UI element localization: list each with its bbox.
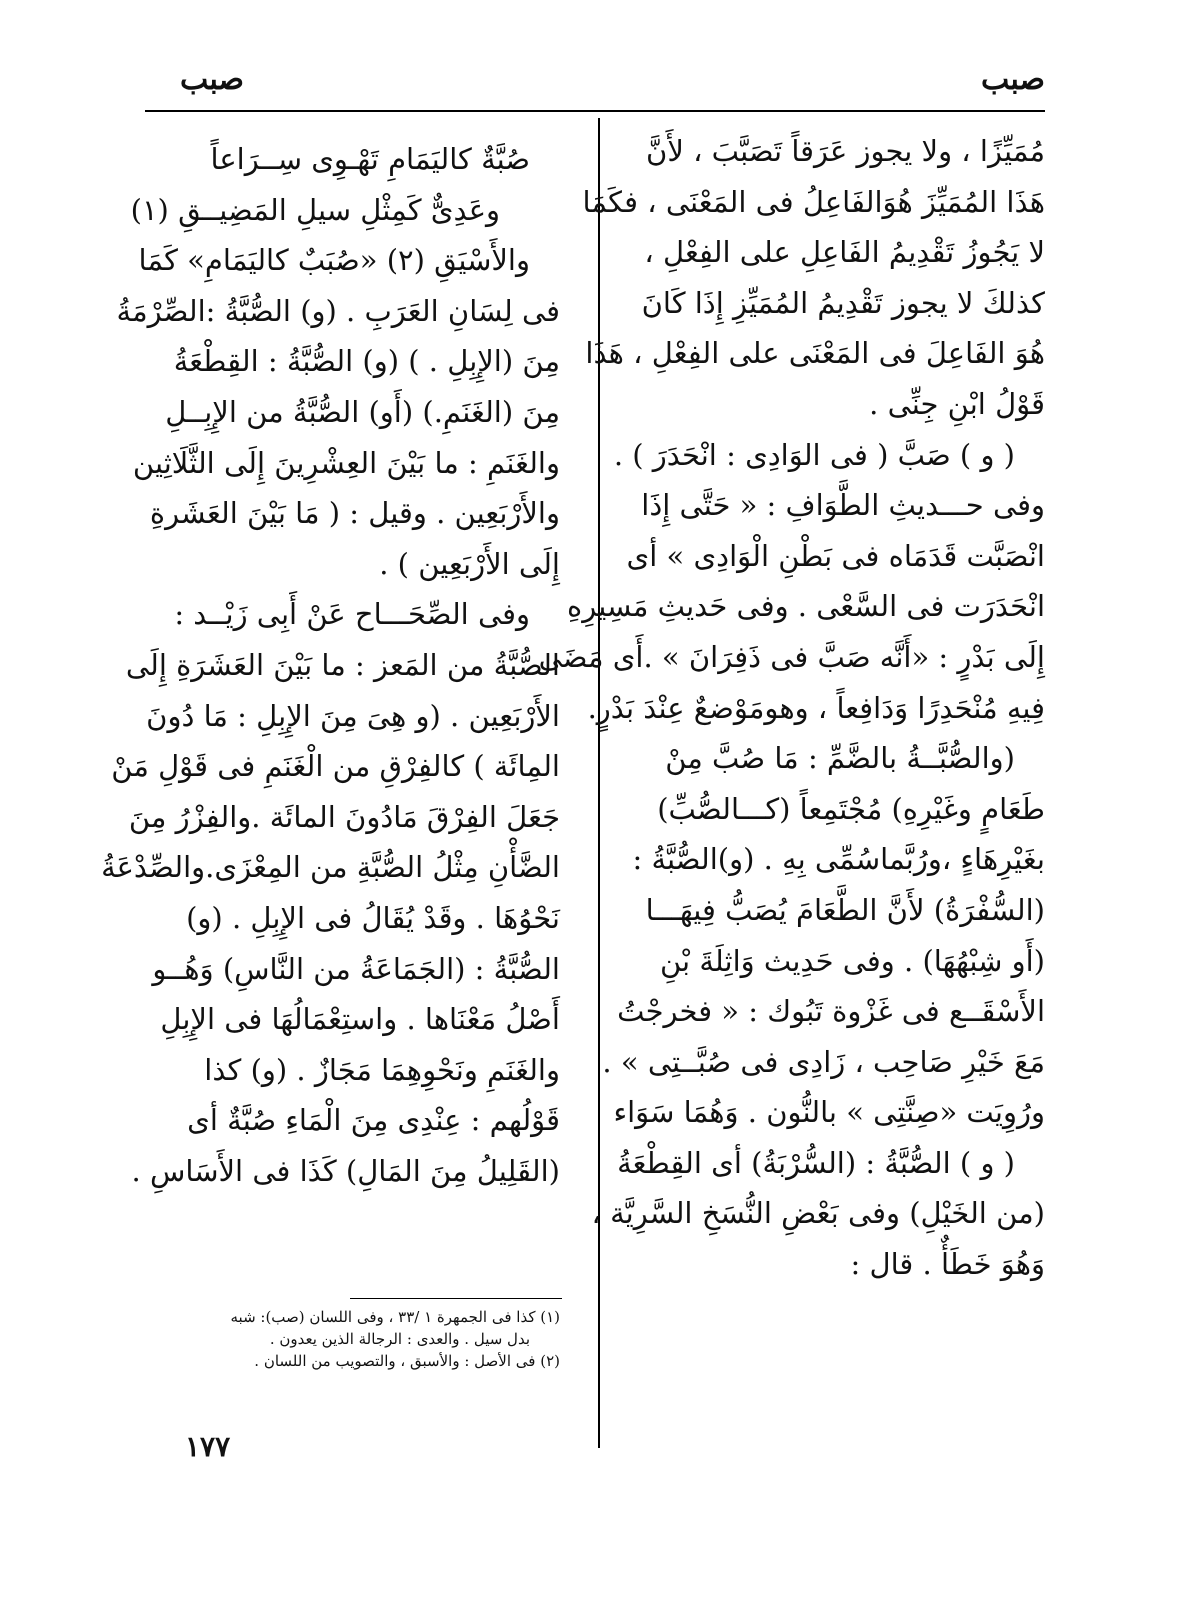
header-rule — [145, 110, 1045, 112]
text-line: الأَرْبَعِين . (و هِىَ مِنَ الإِبِلِ : مَا دُونَ — [146, 698, 560, 733]
text-line: وفى حـــديثِ الطَّوَافِ : « حَتَّى إِذَا — [641, 488, 1045, 523]
right-column — [538, 126, 1045, 1290]
text-line: قَوْلُهم : عِنْدِى مِنَ الْمَاءِ صُبَّةٌ أى — [187, 1103, 560, 1138]
footnote-rule — [350, 1298, 562, 1299]
footnote-1-continued: بدل سيل . والعدى : الرجالة الذين يعدون . — [269, 1330, 530, 1348]
text-line: طَعَامٍ وغَيْرِهِ) مُجْتَمِعاً (كـــالصُّبِّ) — [657, 791, 1045, 826]
text-line: أَصْلُ مَعْنَاها . واستِعْمَالُهَا فى الإِبِلِ — [160, 1002, 560, 1037]
text-line: وفى الصِّحَـــاح عَنْ أَبِى زَيْــد : — [174, 597, 530, 632]
text-line: الأَسْقَــع فى غَزْوة تَبُوك : « فخرجْتُ — [617, 994, 1045, 1029]
text-line: والأَسْيَقِ (٢) «صُبَبٌ كاليَمَامِ» كَمَا — [138, 243, 530, 278]
text-line: والغَنَمِ : ما بَيْنَ العِشْرِينَ إِلَى الثَّلَاثِين — [132, 445, 560, 480]
text-line: الضَّأْنِ مِثْلُ الصُّبَّةِ من المِعْزَى.والصِّدْعَةُ — [101, 850, 560, 885]
text-line: الصُّبَّةُ من المَعز : ما بَيْنَ العَشَرَةِ إِلَى — [125, 647, 560, 682]
header-right-word: صبب — [981, 62, 1045, 97]
text-line: بغَيْرِهَاءٍ ،ورُبَّماسُمِّى بِهِ . (و)الصُّبَّةُ : — [632, 842, 1045, 877]
text-line: والأَرْبَعِين . وقيل : ( مَا بَيْنَ العَشَرةِ — [149, 496, 560, 531]
text-line: (أَو شِبْهُهَا) . وفى حَدِيث وَاثِلَةَ بْنِ — [659, 943, 1045, 978]
text-line: نَحْوُهَا . وقَدْ يُقَالُ فى الإِبِلِ . (و) — [186, 900, 560, 935]
text-line: ( و ) صَبَّ ( فى الوَادِى : انْحَدَرَ ) . — [613, 437, 1015, 472]
text-line: مِنَ (الإِبِلِ . ) (و) الصُّبَّةُ : القِطْعَةُ — [173, 344, 560, 379]
text-line: الصُّبَّةُ : (الجَمَاعَةُ من النَّاسِ) وَهُــو — [152, 951, 560, 986]
text-line: انْحَدَرَت فى السَّعْى . وفى حَديثِ مَسِيرِهِ — [567, 589, 1045, 624]
text-line: كذلكَ لا يجوز تَقْدِيمُ المُمَيِّزِ إِذَا كَانَ — [641, 285, 1045, 320]
text-line: (والصُّبَّــةُ بالضَّمِّ : مَا صُبَّ مِنْ — [665, 741, 1015, 776]
text-line: لا يَجُوزُ تَقْدِيمُ الفَاعِلِ على الفِعْلِ ، — [644, 235, 1045, 270]
verse-line: وعَدِىٌّ كَمِثْلِ سيلِ المَضِيــقِ (١) — [130, 192, 500, 227]
page-number: ١٧٧ — [185, 1430, 231, 1463]
footnote-2: (٢) فى الأصل : والأسبق ، والتصويب من اللسان . — [254, 1352, 560, 1370]
text-line: قَوْلُ ابْنِ جِنِّى . — [869, 386, 1045, 421]
text-line: المِائَة ) كالفِرْقِ من الْغَنَمِ فى قَوْلِ مَنْ — [111, 749, 560, 784]
text-line: فِيهِ مُنْحَدِرًا وَدَافِعاً ، وهومَوْضعٌ عِنْدَ بَدْرٍ. — [587, 690, 1045, 725]
text-line: مُمَيِّزًا ، ولا يجوز عَرَقاً تَصَبَّبَ ، لأَنَّ — [646, 134, 1045, 168]
text-line: فى لِسَانِ العَرَبِ . (و) الصُّبَّةُ :الصِّرْمَةُ — [116, 293, 560, 328]
text-line: هَذَا المُمَيِّزَ هُوَالفَاعِلُ فى المَعْنَى ، فكَمَا — [582, 184, 1045, 219]
text-line: مِنَ (الغَنَمِ.) (أَو) الصُّبَّةُ من الإِبِــلِ — [165, 394, 560, 429]
text-line: (القَلِيلُ مِنَ المَالِ) كَذَا فى الأَسَاسِ . — [131, 1153, 560, 1188]
text-line: إِلَى بَدْرٍ : «أَنَّه صَبَّ فى ذَفِرَانَ » .أَى مَضَى — [538, 639, 1045, 674]
footnotes — [140, 1306, 560, 1372]
text-line: انْصَبَّت قَدَمَاه فى بَطْنِ الْوَادِى » أى — [626, 538, 1045, 573]
footnote-1: (١) كذا فى الجمهرة ١ /٣٣ ، وفى اللسان (صب): شبه — [230, 1308, 560, 1326]
text-line: جَعَلَ الفِرْقَ مَادُونَ المائَة .والفِزْرُ مِنَ — [128, 799, 560, 834]
text-line: إِلَى الأَرْبَعِين ) . — [379, 546, 560, 581]
text-line: وَهُوَ خَطَأٌ . قال : — [850, 1247, 1045, 1282]
text-line: ( و ) الصُّبَّةُ : (السُّرْبَةُ) أى القِطْعَةُ — [617, 1145, 1015, 1180]
verse-line: صُبَّةٌ كاليَمَامِ تَهْـوِى سِــرَاعاً — [210, 142, 530, 176]
text-line: مَعَ خَيْرِ صَاحِب ، زَادِى فى صُبَّــتِى » . — [602, 1044, 1045, 1079]
text-line: (من الخَيْلِ) وفى بَعْضِ النُّسَخِ السَّرِيَّة ، — [591, 1196, 1045, 1231]
text-line: هُوَ الفَاعِلَ فى المَعْنَى على الفِعْلِ ، هَذَا — [585, 336, 1045, 371]
header-left-word: صبب — [180, 62, 244, 97]
text-line: والغَنَمِ ونَحْوِهِمَا مَجَازٌ . (و) كذا — [204, 1052, 560, 1087]
left-column — [101, 134, 560, 1196]
column-divider — [598, 118, 600, 1448]
text-line: (السُّفْرَةُ) لأَنَّ الطَّعَامَ يُصَبُّ فِيهَـــا — [645, 892, 1045, 927]
text-line: ورُوِيَت «صِنَّتِى » بالنُّون . وَهُمَا سَوَاء — [613, 1095, 1045, 1130]
